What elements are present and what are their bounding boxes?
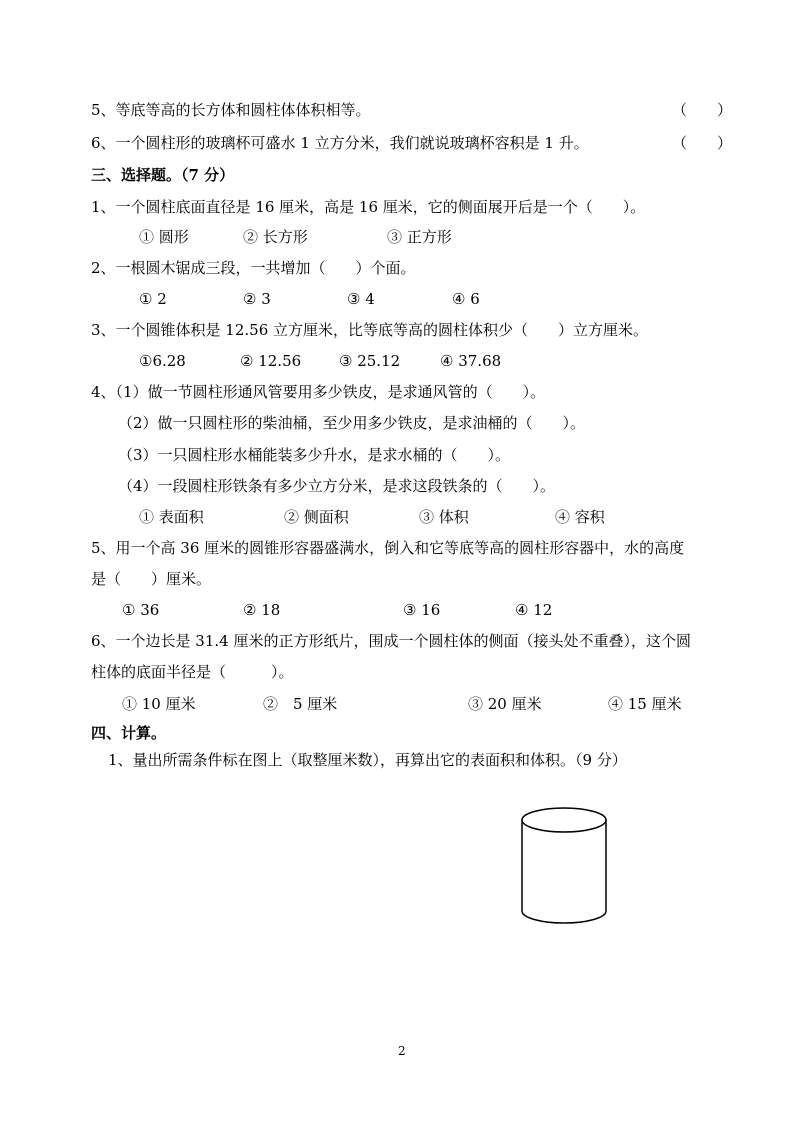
choice-q4-option-1[interactable]: ① 表面积 [139, 508, 204, 526]
choice-q2-option-2[interactable]: ② 3 [243, 290, 271, 308]
choice-q6-option-4[interactable]: ④ 15 厘米 [608, 695, 682, 713]
cylinder-top-ellipse [522, 808, 606, 832]
choice-question-4-part-3: （3）一只圆柱形水桶能装多少升水，是求水桶的（ ）。 [118, 446, 511, 464]
choice-question-2: 2、一根圆木锯成三段，一共增加（ ）个面。 [91, 259, 416, 277]
choice-question-3: 3、一个圆锥体积是 12.56 立方厘米，比等底等高的圆柱体积少（ ）立方厘米。 [91, 321, 649, 339]
choice-question-5-line-2: 是（ ）厘米。 [91, 570, 212, 588]
tf-answer-paren-6[interactable]: （ ） [672, 134, 733, 152]
choice-question-5-line-1: 5、用一个高 36 厘米的圆锥形容器盛满水，倒入和它等底等高的圆柱形容器中，水的高度 [91, 539, 685, 557]
choice-q2-option-1[interactable]: ① 2 [139, 290, 167, 308]
cylinder-figure [518, 805, 612, 930]
choice-q3-option-3[interactable]: ③ 25.12 [339, 352, 401, 370]
choice-question-1: 1、一个圆柱底面直径是 16 厘米，高是 16 厘米，它的侧面展开后是一个（ ）。 [91, 198, 646, 216]
choice-q5-option-1[interactable]: ① 36 [122, 601, 160, 619]
choice-question-6-line-1: 6、一个边长是 31.4 厘米的正方形纸片，围成一个圆柱体的侧面（接头处不重叠），这个圆 [91, 632, 691, 650]
choice-q6-option-1[interactable]: ① 10 厘米 [122, 695, 196, 713]
choice-q1-option-3[interactable]: ③ 正方形 [387, 228, 452, 246]
choice-q5-option-2[interactable]: ② 18 [243, 601, 281, 619]
page-number: 2 [398, 1044, 406, 1058]
choice-question-4-part-1: 4、（1）做一节圆柱形通风管要用多少铁皮，是求通风管的（ ）。 [91, 383, 546, 401]
choice-q3-option-1[interactable]: ①6.28 [139, 352, 186, 370]
choice-q5-option-4[interactable]: ④ 12 [515, 601, 553, 619]
choice-q2-option-3[interactable]: ③ 4 [347, 290, 375, 308]
choice-q6-option-2[interactable]: ② 5 厘米 [263, 695, 338, 713]
choice-q3-option-4[interactable]: ④ 37.68 [440, 352, 502, 370]
tf-question-6: 6、一个圆柱形的玻璃杯可盛水 1 立方分米，我们就说玻璃杯容积是 1 升。 [91, 134, 589, 152]
choice-q3-option-2[interactable]: ② 12.56 [240, 352, 302, 370]
tf-answer-paren-5[interactable]: （ ） [672, 101, 733, 119]
calculation-question-1: 1、量出所需条件标在图上（取整厘米数），再算出它的表面积和体积。（9 分） [108, 751, 627, 769]
choice-question-4-part-4: （4）一段圆柱形铁条有多少立方分米，是求这段铁条的（ ）。 [118, 477, 556, 495]
choice-q4-option-3[interactable]: ③ 体积 [419, 508, 469, 526]
choice-q1-option-2[interactable]: ② 长方形 [243, 228, 308, 246]
choice-question-6-line-2: 柱体的底面半径是（ ）。 [91, 663, 294, 681]
choice-q4-option-4[interactable]: ④ 容积 [555, 508, 605, 526]
choice-q6-option-3[interactable]: ③ 20 厘米 [468, 695, 542, 713]
cylinder-bottom-arc [522, 911, 606, 923]
section-heading-choice: 三、选择题。（7 分） [91, 166, 235, 184]
tf-question-5: 5、等底等高的长方体和圆柱体体积相等。 [91, 101, 371, 119]
choice-q2-option-4[interactable]: ④ 6 [452, 290, 480, 308]
section-heading-calculation: 四、计算。 [91, 724, 167, 742]
choice-q5-option-3[interactable]: ③ 16 [403, 601, 441, 619]
choice-q1-option-1[interactable]: ① 圆形 [139, 228, 189, 246]
choice-q4-option-2[interactable]: ② 侧面积 [284, 508, 349, 526]
choice-question-4-part-2: （2）做一只圆柱形的柴油桶，至少用多少铁皮，是求油桶的（ ）。 [118, 414, 586, 432]
